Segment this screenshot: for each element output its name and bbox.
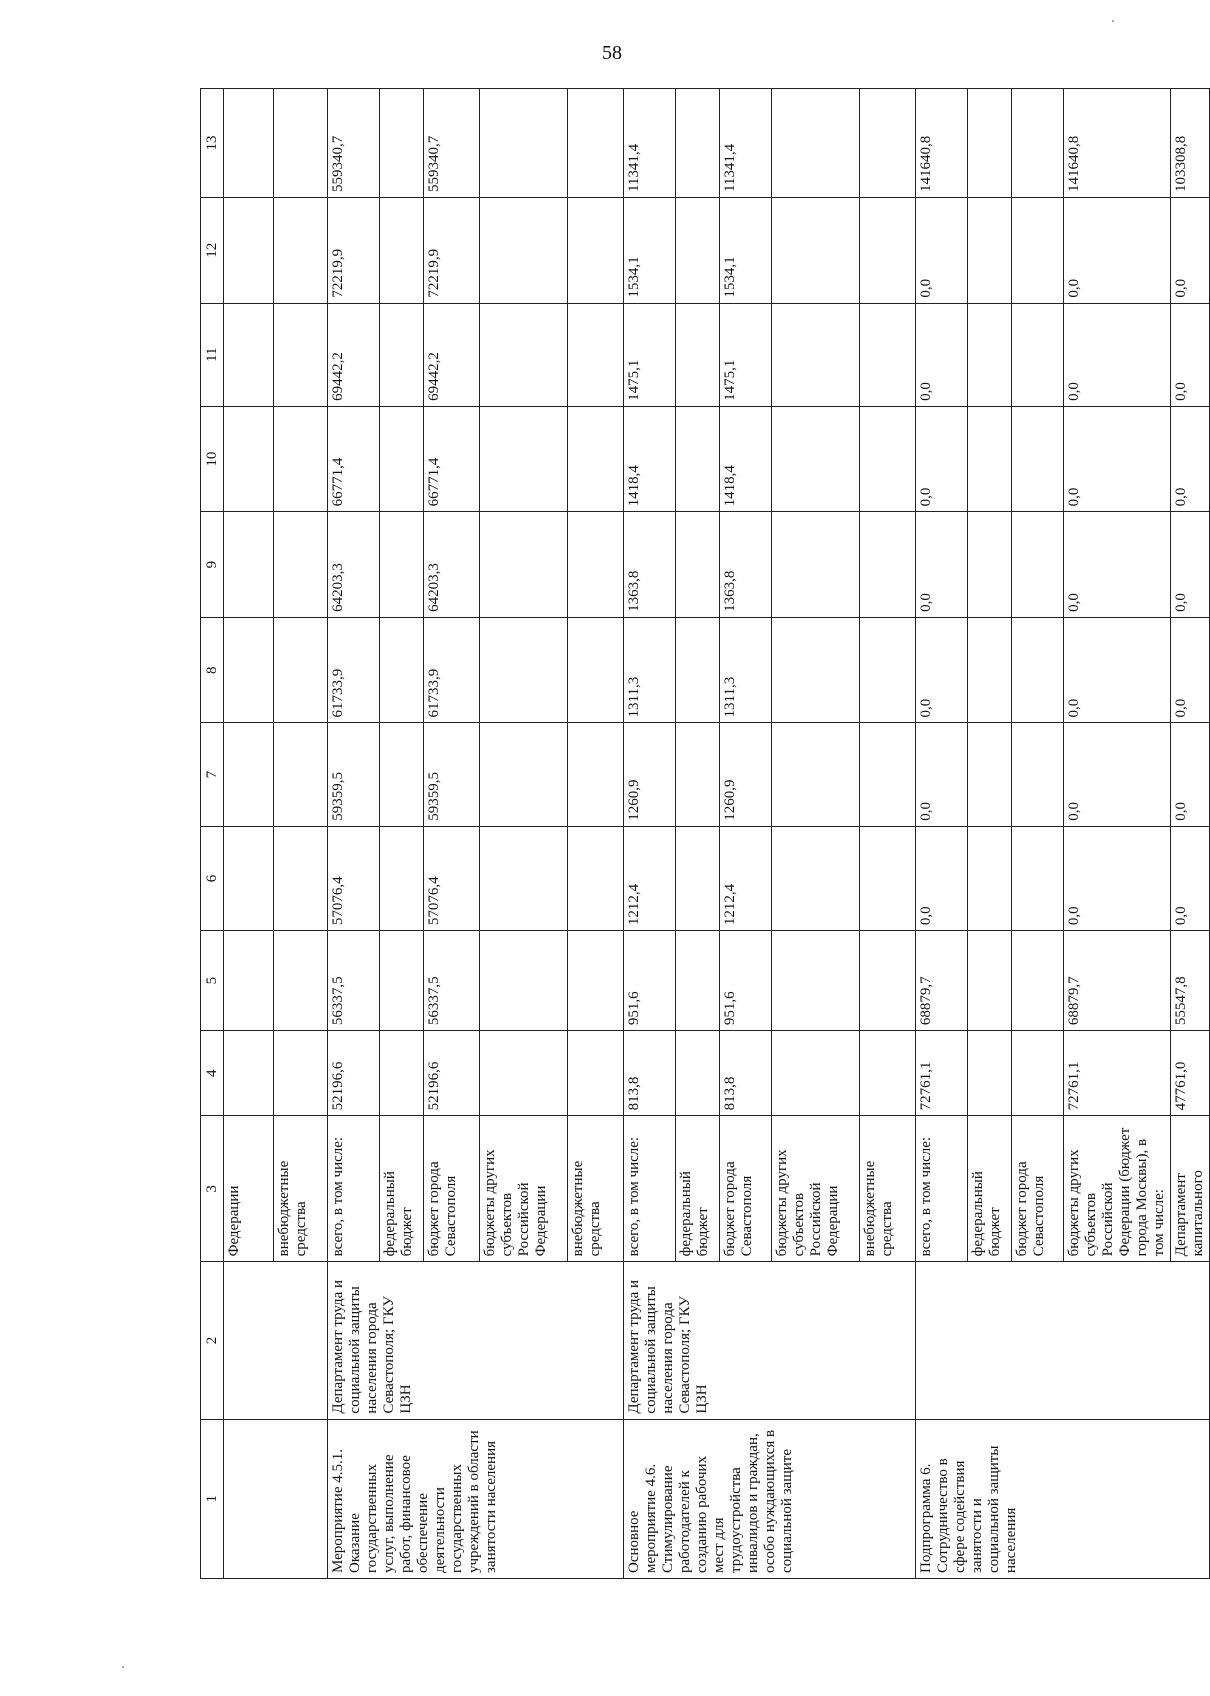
- value-cell-col-10: [772, 406, 860, 512]
- value-cell-col-11: [380, 303, 424, 406]
- value-cell-col-9: [480, 512, 568, 618]
- value-cell-col-12: [772, 198, 860, 304]
- value-cell-col-9: [380, 512, 424, 618]
- header-cell-1: 1: [201, 1419, 224, 1578]
- value-cell-col-5: 68879,7: [1064, 931, 1171, 1031]
- value-cell-col-7: 1260,9: [720, 723, 772, 826]
- value-cell-col-9: [274, 512, 328, 618]
- value-cell-col-6: [676, 826, 720, 930]
- activity-name-cell: Подпрограмма 6. Сотрудничество в сфере содействия занятости и социальной защиты населения: [916, 1419, 1210, 1578]
- table-row: [624, 89, 676, 1579]
- value-cell-col-5: [274, 931, 328, 1031]
- scan-speck: [1112, 20, 1114, 22]
- value-cell-col-12: 0,0: [1171, 198, 1210, 304]
- value-cell-col-12: [224, 198, 274, 304]
- value-cell-col-13: 103308,8: [1171, 89, 1210, 198]
- value-cell-col-6: [1012, 826, 1064, 930]
- value-cell-col-8: [380, 617, 424, 723]
- funding-source-cell: бюджеты других субъектов Российской Федерации: [772, 1116, 860, 1262]
- value-cell-col-8: [224, 617, 274, 723]
- value-cell-col-9: 0,0: [1171, 512, 1210, 618]
- value-cell-col-13: [380, 89, 424, 198]
- value-cell-col-7: 0,0: [916, 723, 968, 826]
- value-cell-col-9: [224, 512, 274, 618]
- value-cell-col-6: [772, 826, 860, 930]
- value-cell-col-12: [274, 198, 328, 304]
- header-cell-11: 11: [201, 303, 224, 406]
- value-cell-col-4: [380, 1031, 424, 1116]
- value-cell-col-11: 0,0: [916, 303, 968, 406]
- value-cell-col-4: 813,8: [624, 1031, 676, 1116]
- value-cell-col-6: 57076,4: [328, 826, 380, 930]
- value-cell-col-5: [860, 931, 916, 1031]
- activity-name-cell: Основное мероприятие 4.6. Стимулирование работодателей к созданию рабочих мест для трудоустройства инвалидов и граждан, особо нуждающихся в социальной защите: [624, 1419, 916, 1578]
- value-cell-col-8: [274, 617, 328, 723]
- header-cell-7: 7: [201, 723, 224, 826]
- value-cell-col-9: 1363,8: [624, 512, 676, 618]
- header-cell-3: 3: [201, 1116, 224, 1262]
- value-cell-col-8: [480, 617, 568, 723]
- value-cell-col-4: [676, 1031, 720, 1116]
- table-row: [328, 89, 380, 1579]
- value-cell-col-10: 0,0: [916, 406, 968, 512]
- value-cell-col-12: 72219,9: [424, 198, 480, 304]
- value-cell-col-12: [380, 198, 424, 304]
- value-cell-col-5: [676, 931, 720, 1031]
- value-cell-col-12: 1534,1: [720, 198, 772, 304]
- value-cell-col-6: [274, 826, 328, 930]
- value-cell-col-9: 1363,8: [720, 512, 772, 618]
- value-cell-col-8: [676, 617, 720, 723]
- value-cell-col-4: [1012, 1031, 1064, 1116]
- value-cell-col-11: 69442,2: [328, 303, 380, 406]
- value-cell-col-10: [968, 406, 1012, 512]
- header-cell-12: 12: [201, 198, 224, 304]
- value-cell-col-4: [968, 1031, 1012, 1116]
- value-cell-col-8: 0,0: [1064, 617, 1171, 723]
- value-cell-col-11: [1012, 303, 1064, 406]
- value-cell-col-9: [1012, 512, 1064, 618]
- header-cell-10: 10: [201, 406, 224, 512]
- value-cell-col-13: [480, 89, 568, 198]
- value-cell-col-8: 1311,3: [624, 617, 676, 723]
- value-cell-col-10: [1012, 406, 1064, 512]
- value-cell-col-6: 57076,4: [424, 826, 480, 930]
- value-cell-col-8: 61733,9: [424, 617, 480, 723]
- funding-source-cell: бюджет города Севастополя: [1012, 1116, 1064, 1262]
- value-cell-col-4: [274, 1031, 328, 1116]
- value-cell-col-13: [968, 89, 1012, 198]
- value-cell-col-4: [568, 1031, 624, 1116]
- budget-table: [200, 88, 1210, 1579]
- value-cell-col-9: 64203,3: [328, 512, 380, 618]
- value-cell-col-6: [224, 826, 274, 930]
- value-cell-col-8: 1311,3: [720, 617, 772, 723]
- funding-source-cell: Департамент капитального: [1171, 1116, 1210, 1262]
- value-cell-col-13: 141640,8: [916, 89, 968, 198]
- funding-source-cell: федеральный бюджет: [968, 1116, 1012, 1262]
- value-cell-col-12: [1012, 198, 1064, 304]
- value-cell-col-8: [1012, 617, 1064, 723]
- value-cell-col-13: [676, 89, 720, 198]
- value-cell-col-13: [1012, 89, 1064, 198]
- header-cell-13: 13: [201, 89, 224, 198]
- value-cell-col-5: 56337,5: [328, 931, 380, 1031]
- value-cell-col-7: 0,0: [1171, 723, 1210, 826]
- value-cell-col-4: [224, 1031, 274, 1116]
- value-cell-col-12: [568, 198, 624, 304]
- value-cell-col-8: 61733,9: [328, 617, 380, 723]
- value-cell-col-12: [968, 198, 1012, 304]
- header-cell-9: 9: [201, 512, 224, 618]
- value-cell-col-4: 72761,1: [1064, 1031, 1171, 1116]
- value-cell-col-12: [860, 198, 916, 304]
- value-cell-col-12: 72219,9: [328, 198, 380, 304]
- table-row: [224, 89, 274, 1579]
- value-cell-col-5: 68879,7: [916, 931, 968, 1031]
- value-cell-col-7: [968, 723, 1012, 826]
- value-cell-col-5: 56337,5: [424, 931, 480, 1031]
- value-cell-col-9: 0,0: [916, 512, 968, 618]
- value-cell-col-13: [274, 89, 328, 198]
- value-cell-col-7: [224, 723, 274, 826]
- table-body: [201, 89, 1210, 1579]
- value-cell-col-6: [968, 826, 1012, 930]
- value-cell-col-12: [480, 198, 568, 304]
- value-cell-col-5: 951,6: [624, 931, 676, 1031]
- value-cell-col-9: [860, 512, 916, 618]
- value-cell-col-12: 0,0: [916, 198, 968, 304]
- value-cell-col-13: [224, 89, 274, 198]
- executor-cell: Департамент труда и социальной защиты населения города Севастополя; ГКУ ЦЗН: [328, 1262, 624, 1419]
- value-cell-col-5: [1012, 931, 1064, 1031]
- funding-source-cell: Федерации: [224, 1116, 274, 1262]
- value-cell-col-13: [860, 89, 916, 198]
- value-cell-col-11: 0,0: [1171, 303, 1210, 406]
- value-cell-col-4: 52196,6: [424, 1031, 480, 1116]
- value-cell-col-10: [480, 406, 568, 512]
- value-cell-col-8: 0,0: [916, 617, 968, 723]
- value-cell-col-13: 141640,8: [1064, 89, 1171, 198]
- value-cell-col-4: 813,8: [720, 1031, 772, 1116]
- value-cell-col-6: 0,0: [1171, 826, 1210, 930]
- value-cell-col-7: [1012, 723, 1064, 826]
- value-cell-col-7: [860, 723, 916, 826]
- header-cell-8: 8: [201, 617, 224, 723]
- value-cell-col-13: 559340,7: [328, 89, 380, 198]
- value-cell-col-11: [224, 303, 274, 406]
- value-cell-col-10: [860, 406, 916, 512]
- value-cell-col-7: [772, 723, 860, 826]
- value-cell-col-10: [568, 406, 624, 512]
- value-cell-col-5: 55547,8: [1171, 931, 1210, 1031]
- value-cell-col-5: 951,6: [720, 931, 772, 1031]
- value-cell-col-10: 66771,4: [424, 406, 480, 512]
- scan-speck: [122, 1666, 124, 1668]
- executor-cell: [916, 1262, 1210, 1419]
- value-cell-col-11: [676, 303, 720, 406]
- value-cell-col-9: 64203,3: [424, 512, 480, 618]
- header-cell-5: 5: [201, 931, 224, 1031]
- value-cell-col-6: [480, 826, 568, 930]
- value-cell-col-4: [860, 1031, 916, 1116]
- value-cell-col-10: 66771,4: [328, 406, 380, 512]
- value-cell-col-6: [568, 826, 624, 930]
- value-cell-col-11: [480, 303, 568, 406]
- value-cell-col-10: [676, 406, 720, 512]
- value-cell-col-11: 69442,2: [424, 303, 480, 406]
- value-cell-col-7: 59359,5: [424, 723, 480, 826]
- value-cell-col-4: [480, 1031, 568, 1116]
- value-cell-col-13: 11341,4: [624, 89, 676, 198]
- value-cell-col-8: [772, 617, 860, 723]
- value-cell-col-13: [772, 89, 860, 198]
- value-cell-col-10: 1418,4: [720, 406, 772, 512]
- value-cell-col-11: [568, 303, 624, 406]
- funding-source-cell: всего, в том числе:: [916, 1116, 968, 1262]
- value-cell-col-10: [274, 406, 328, 512]
- funding-source-cell: бюджеты других субъектов Российской Федерации: [480, 1116, 568, 1262]
- value-cell-col-8: [968, 617, 1012, 723]
- value-cell-col-5: [568, 931, 624, 1031]
- value-cell-col-11: 1475,1: [720, 303, 772, 406]
- value-cell-col-9: [676, 512, 720, 618]
- value-cell-col-7: 1260,9: [624, 723, 676, 826]
- header-cell-6: 6: [201, 826, 224, 930]
- value-cell-col-10: [224, 406, 274, 512]
- activity-name-cell: [224, 1419, 328, 1578]
- value-cell-col-9: [968, 512, 1012, 618]
- value-cell-col-5: [480, 931, 568, 1031]
- value-cell-col-7: [274, 723, 328, 826]
- header-row: [201, 89, 224, 1579]
- table-row: [916, 89, 968, 1579]
- value-cell-col-12: [676, 198, 720, 304]
- funding-source-cell: внебюджетные средства: [568, 1116, 624, 1262]
- header-cell-2: 2: [201, 1262, 224, 1419]
- value-cell-col-9: 0,0: [1064, 512, 1171, 618]
- value-cell-col-12: 1534,1: [624, 198, 676, 304]
- funding-source-cell: внебюджетные средства: [860, 1116, 916, 1262]
- value-cell-col-7: [568, 723, 624, 826]
- value-cell-col-6: 1212,4: [624, 826, 676, 930]
- value-cell-col-10: 0,0: [1171, 406, 1210, 512]
- value-cell-col-5: [968, 931, 1012, 1031]
- funding-source-cell: внебюджетные средства: [274, 1116, 328, 1262]
- value-cell-col-4: 47761,0: [1171, 1031, 1210, 1116]
- value-cell-col-7: [480, 723, 568, 826]
- value-cell-col-13: [568, 89, 624, 198]
- value-cell-col-6: [860, 826, 916, 930]
- funding-source-cell: всего, в том числе:: [624, 1116, 676, 1262]
- value-cell-col-7: 59359,5: [328, 723, 380, 826]
- value-cell-col-6: 0,0: [916, 826, 968, 930]
- value-cell-col-11: 0,0: [1064, 303, 1171, 406]
- funding-source-cell: бюджет города Севастополя: [424, 1116, 480, 1262]
- value-cell-col-11: 1475,1: [624, 303, 676, 406]
- value-cell-col-11: [274, 303, 328, 406]
- value-cell-col-7: 0,0: [1064, 723, 1171, 826]
- value-cell-col-4: [772, 1031, 860, 1116]
- activity-name-cell: Мероприятие 4.5.1. Оказание государственных услуг, выполнение работ, финансовое обеспечение деятельности государственных учреждений в области занятости населения: [328, 1419, 624, 1578]
- executor-cell: [224, 1262, 328, 1419]
- funding-source-cell: федеральный бюджет: [380, 1116, 424, 1262]
- funding-source-cell: федеральный бюджет: [676, 1116, 720, 1262]
- value-cell-col-10: 1418,4: [624, 406, 676, 512]
- value-cell-col-7: [380, 723, 424, 826]
- executor-cell: Департамент труда и социальной защиты населения города Севастополя; ГКУ ЦЗН: [624, 1262, 916, 1419]
- value-cell-col-12: 0,0: [1064, 198, 1171, 304]
- value-cell-col-9: [568, 512, 624, 618]
- value-cell-col-6: 1212,4: [720, 826, 772, 930]
- rotated-table-frame: [200, 88, 1206, 1579]
- funding-source-cell: всего, в том числе:: [328, 1116, 380, 1262]
- value-cell-col-6: 0,0: [1064, 826, 1171, 930]
- funding-source-cell: бюджет города Севастополя: [720, 1116, 772, 1262]
- value-cell-col-10: [380, 406, 424, 512]
- funding-source-cell: бюджеты других субъектов Российской Федерации (бюджет города Москвы), в том числе:: [1064, 1116, 1171, 1262]
- value-cell-col-8: 0,0: [1171, 617, 1210, 723]
- value-cell-col-13: 559340,7: [424, 89, 480, 198]
- value-cell-col-7: [676, 723, 720, 826]
- value-cell-col-6: [380, 826, 424, 930]
- value-cell-col-5: [772, 931, 860, 1031]
- value-cell-col-10: 0,0: [1064, 406, 1171, 512]
- value-cell-col-4: 52196,6: [328, 1031, 380, 1116]
- value-cell-col-5: [224, 931, 274, 1031]
- value-cell-col-8: [568, 617, 624, 723]
- value-cell-col-5: [380, 931, 424, 1031]
- page-number: 58: [602, 42, 622, 64]
- value-cell-col-11: [772, 303, 860, 406]
- value-cell-col-11: [860, 303, 916, 406]
- value-cell-col-4: 72761,1: [916, 1031, 968, 1116]
- value-cell-col-9: [772, 512, 860, 618]
- value-cell-col-13: 11341,4: [720, 89, 772, 198]
- value-cell-col-11: [968, 303, 1012, 406]
- value-cell-col-8: [860, 617, 916, 723]
- header-cell-4: 4: [201, 1031, 224, 1116]
